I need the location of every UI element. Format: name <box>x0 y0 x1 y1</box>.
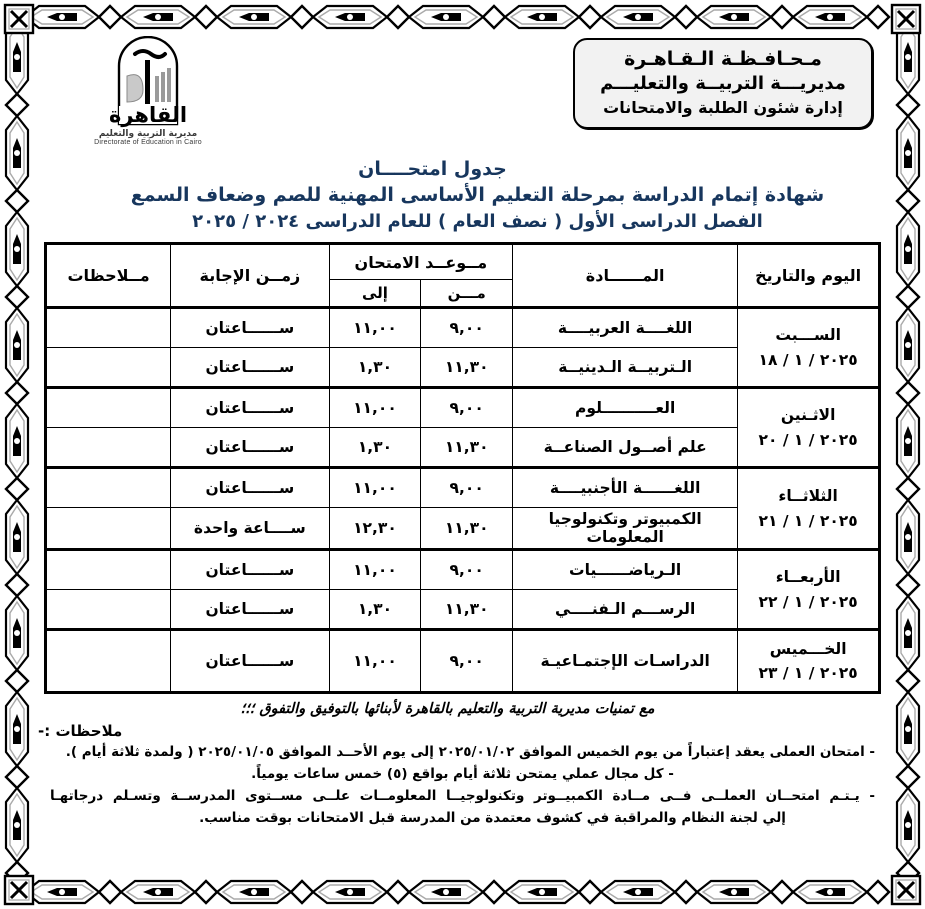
cell-day-date <box>738 308 880 388</box>
header-subject: المــــــادة <box>513 244 738 308</box>
note-item: - يـتـم امتحــان العملــى فــى مــادة الكمبيــوتر وتكنولوجيــا المعلومــات علــى مســتوى المدرســة وتسـلم درجاتهـا <box>50 787 875 804</box>
border-corner-top-right <box>889 2 923 36</box>
notes-list <box>50 742 875 829</box>
cell-note <box>46 468 171 508</box>
cell-subject: الرســـم الـفنــــي <box>513 590 738 630</box>
cell-duration: ســــــاعتان <box>171 550 329 590</box>
cell-duration: ســــــاعتان <box>171 308 329 348</box>
border-right <box>893 20 923 880</box>
cell-time-from: ١١,٣٠ <box>421 590 513 630</box>
cell-note <box>46 308 171 348</box>
header-answer-time: زمــن الإجابة <box>171 244 329 308</box>
day-date: ٢٠٢٥ / ١ / ٢٢ <box>758 592 858 611</box>
cell-duration: ســــــاعتان <box>171 428 329 468</box>
cell-note <box>46 550 171 590</box>
cell-note <box>46 508 171 550</box>
document-titles <box>38 158 887 232</box>
cell-time-from: ٩,٠٠ <box>421 550 513 590</box>
cell-subject: الـتربيــة الـدينيــة <box>513 348 738 388</box>
cell-subject: اللغــــــة الأجنبيــــة <box>513 468 738 508</box>
schedule-label: جدول امتحــــان <box>358 158 507 180</box>
note-item: - كل مجال عملي يمتحن ثلاثة أيام بواقع (٥) خمس ساعات يومياً. <box>251 765 674 782</box>
cell-duration: ســــــاعتان <box>171 630 329 693</box>
cell-note <box>46 388 171 428</box>
cell-subject: الكمبيوتر وتكنولوجيا المعلومات <box>513 508 738 550</box>
table-row <box>46 550 880 590</box>
cell-time-from: ٩,٠٠ <box>421 388 513 428</box>
logo-arabic-subtitle: مديرية التربية والتعليم <box>98 129 198 139</box>
directorate-name: مديريـــة التربيــة والتعليـــم <box>600 73 846 95</box>
cell-day-date <box>738 630 880 693</box>
header-from: مـــن <box>421 280 513 308</box>
table-row <box>46 630 880 693</box>
cell-subject: الـرياضــــــيات <box>513 550 738 590</box>
cell-time-to: ١١,٠٠ <box>329 550 421 590</box>
cell-time-from: ٩,٠٠ <box>421 308 513 348</box>
day-date: ٢٠٢٥ / ١ / ١٨ <box>758 350 858 369</box>
governorate-header-box <box>573 38 873 129</box>
cell-note <box>46 590 171 630</box>
day-date: ٢٠٢٥ / ١ / ٢١ <box>758 511 858 530</box>
header-day-date: اليوم والتاريخ <box>738 244 880 308</box>
note-item: إلي لجنة النظام والمراقبة في كشوف معتمدة من المدرسة قبل الامتحانات بوقت مناسب. <box>199 809 786 826</box>
border-top <box>25 2 905 32</box>
cell-time-to: ١١,٠٠ <box>329 630 421 693</box>
cell-time-from: ٩,٠٠ <box>421 468 513 508</box>
border-corner-bottom-left <box>2 873 36 907</box>
cell-time-from: ١١,٣٠ <box>421 348 513 388</box>
cell-time-from: ١١,٣٠ <box>421 508 513 550</box>
cell-subject: علم أصــول الصناعــة <box>513 428 738 468</box>
header-notes: مــلاحظات <box>46 244 171 308</box>
cell-time-to: ١,٣٠ <box>329 590 421 630</box>
table-row <box>46 468 880 508</box>
cell-time-from: ٩,٠٠ <box>421 630 513 693</box>
table-row <box>46 308 880 348</box>
cell-subject: الدراسـات الإجتمـاعيـة <box>513 630 738 693</box>
cell-time-to: ١,٣٠ <box>329 428 421 468</box>
cell-duration: ســــــاعتان <box>171 590 329 630</box>
document-header <box>38 34 887 164</box>
table-row <box>46 388 880 428</box>
border-corner-bottom-right <box>889 873 923 907</box>
cell-subject: اللغــــة العربيــــة <box>513 308 738 348</box>
wishes-line: مع تمنيات مديرية التربية والتعليم بالقاهرة لأبنائها بالتوفيق والتفوق ؛؛؛ <box>240 701 655 717</box>
note-item: - امتحان العملى يعقد إعتباراً من يوم الخميس الموافق ٢٠٢٥/٠١/٠٢ إلى يوم الأحــد الموافق ٢٠٢٥/٠١/٠٥ ( ولمدة ثلاثة أيام ). <box>65 744 875 760</box>
day-date: ٢٠٢٥ / ١ / ٢٣ <box>758 664 858 682</box>
governorate-name: مـحـافـظـة الـقـاهـرة <box>624 48 822 70</box>
cell-duration: ســــــاعتان <box>171 388 329 428</box>
cell-note <box>46 630 171 693</box>
header-exam-time: مــوعــد الامتحان <box>329 244 512 280</box>
svg-text:القاهرة: القاهرة <box>108 103 188 127</box>
day-name: الســـبت <box>775 326 841 345</box>
day-name: الثلاثــاء <box>778 487 838 506</box>
department-name: إدارة شئون الطلبة والامتحانات <box>603 98 843 118</box>
cell-note <box>46 428 171 468</box>
document-sheet <box>38 34 887 875</box>
cell-duration: ســــــاعتان <box>171 468 329 508</box>
exam-schedule-table-wrap <box>44 242 881 694</box>
cell-time-to: ١١,٠٠ <box>329 388 421 428</box>
cell-duration: ســــــاعتان <box>171 348 329 388</box>
cell-time-from: ١١,٣٠ <box>421 428 513 468</box>
table-head <box>46 244 880 308</box>
day-date: ٢٠٢٥ / ١ / ٢٠ <box>758 430 858 449</box>
term-title: الفصل الدراسى الأول ( نصف العام ) للعام الدراسى ٢٠٢٤ / ٢٠٢٥ <box>192 211 763 232</box>
exam-schedule-table <box>44 242 881 694</box>
day-name: الخـــميس <box>769 639 847 658</box>
cell-day-date <box>738 550 880 630</box>
border-bottom <box>25 877 905 907</box>
cairo-education-logo <box>68 36 228 162</box>
cell-time-to: ١١,٠٠ <box>329 468 421 508</box>
logo-english-subtitle: Directorate of Education in Cairo <box>94 139 202 146</box>
cell-day-date <box>738 388 880 468</box>
cell-note <box>46 348 171 388</box>
cell-duration: ســــاعة واحدة <box>171 508 329 550</box>
border-corner-top-left <box>2 2 36 36</box>
border-left <box>2 20 32 880</box>
cell-time-to: ١١,٠٠ <box>329 308 421 348</box>
notes-label: ملاحظات :- <box>38 722 123 740</box>
cell-time-to: ١,٣٠ <box>329 348 421 388</box>
table-header-row <box>46 244 880 280</box>
header-to: إلى <box>329 280 421 308</box>
certificate-title: شهادة إتمام الدراسة بمرحلة التعليم الأساسى المهنية للصم وضعاف السمع <box>130 184 825 206</box>
logo-monument-icon <box>105 36 191 128</box>
day-name: الاثـنين <box>780 406 836 425</box>
cell-time-to: ١٢,٣٠ <box>329 508 421 550</box>
day-name: الأربعــاء <box>775 568 841 587</box>
table-body <box>46 308 880 693</box>
cell-subject: العــــــــــلوم <box>513 388 738 428</box>
cell-day-date <box>738 468 880 550</box>
